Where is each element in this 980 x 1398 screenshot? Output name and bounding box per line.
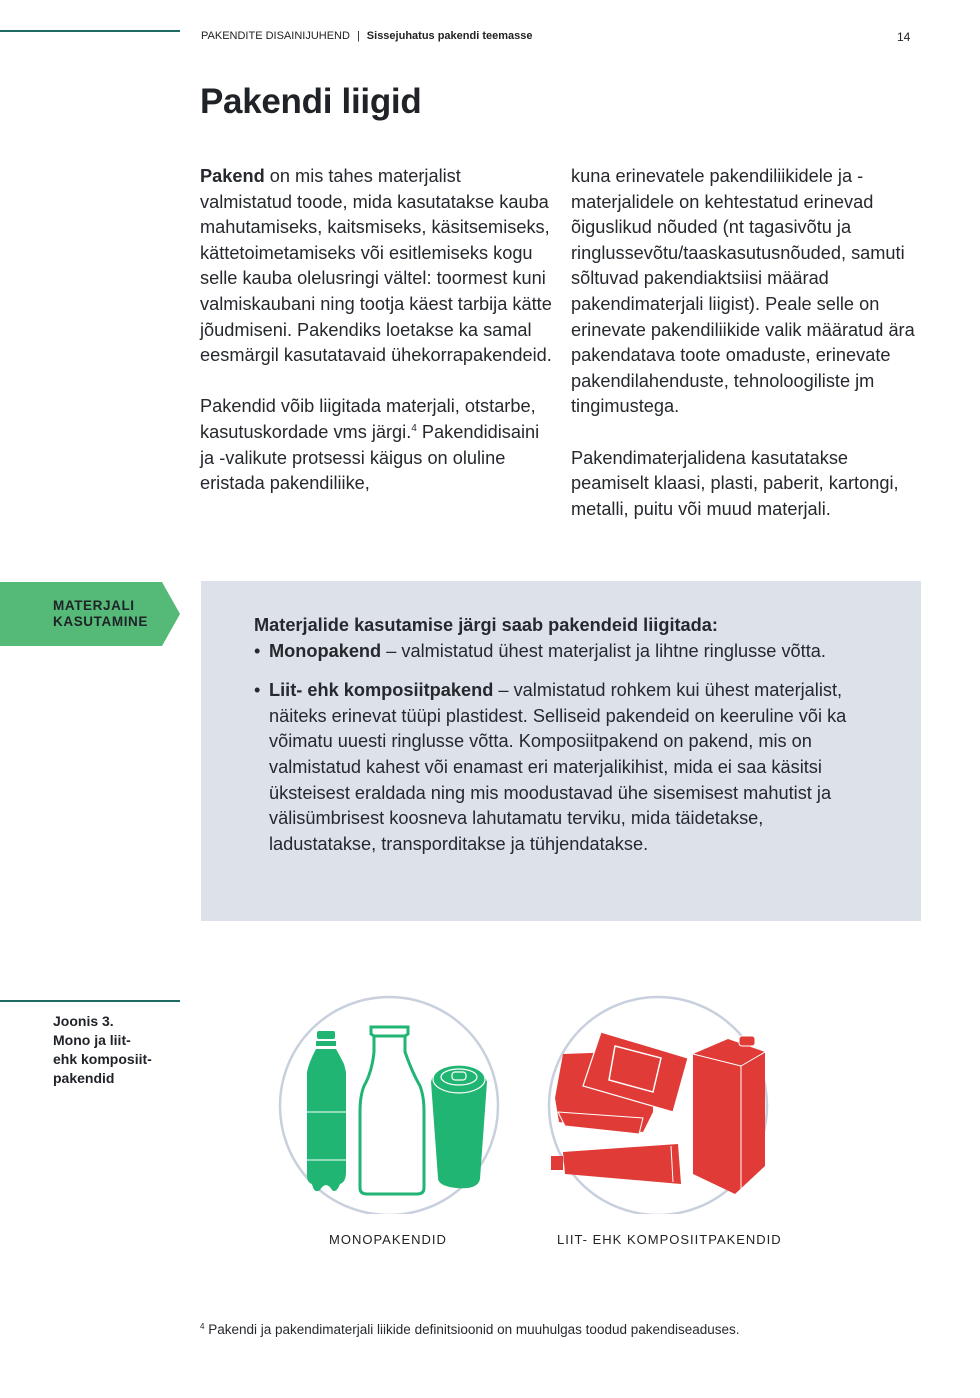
info-box-title: Materjalide kasutamise järgi saab pakendeid liigitada: xyxy=(254,615,718,635)
caption-line: Mono ja liit- xyxy=(53,1032,131,1048)
bottle-glass-can-icon xyxy=(274,994,504,1214)
paragraph-text: on mis tahes materjalist valmistatud toode, mida kasutatakse kauba mahutamiseks, kaitsmiseks, käsitsemiseks, kättetoimetamiseks või esitlemiseks kogu selle kauba olelusringi vältel: toormest kuni valmiskaubani ning tootja käest tarbija kätte jõudmiseni. Pakendiks loetakse ka samal eesmärgil kasutatavaid ühekorrapakendeid. xyxy=(200,166,552,366)
term-pakend: Pakend xyxy=(200,166,265,186)
paragraph-text: Pakendidisaini ja -valikute protsessi käigus on oluline eristada pakendiliike, xyxy=(200,421,540,494)
list-item xyxy=(254,639,854,665)
list-item-text: – valmistatud ühest materjalist ja lihtne ringlusse võtta. xyxy=(381,640,826,661)
footnote xyxy=(200,1322,740,1337)
caption-line: pakendid xyxy=(53,1070,115,1086)
list-item xyxy=(254,678,854,857)
paragraph xyxy=(200,394,552,496)
section-title: Sissejuhatus pakendi teemasse xyxy=(366,30,533,42)
can-icon xyxy=(431,1065,487,1188)
figure-label-composite: LIIT- EHK KOMPOSIITPAKENDID xyxy=(557,1232,782,1247)
body-column-left xyxy=(200,164,552,522)
carton-icon xyxy=(693,1036,765,1194)
bullet-icon: • xyxy=(254,640,261,661)
box-icon xyxy=(555,1032,688,1134)
tube-icon xyxy=(551,1144,681,1184)
info-box-list xyxy=(254,639,854,858)
header-rule xyxy=(0,30,180,32)
footnote-ref[interactable]: 4 xyxy=(411,422,417,434)
caption-line: ehk komposiit- xyxy=(53,1051,152,1067)
paragraph: Pakendimaterjalidena kasutatakse peamiselt klaasi, plasti, paberit, kartongi, metalli, puitu või muud materjali. xyxy=(571,447,899,519)
info-box-content xyxy=(254,613,854,871)
info-box xyxy=(201,581,921,921)
side-tag-line: KASUTAMINE xyxy=(53,614,148,629)
list-item-term: Monopakend xyxy=(269,640,382,661)
footnote-text: Pakendi ja pakendimaterjali liikide definitsioonid on muuhulgas toodud pakendiseaduses. xyxy=(204,1322,740,1337)
page-title: Pakendi liigid xyxy=(200,82,422,121)
figure-rule xyxy=(0,1000,180,1002)
paragraph-text: Pakendid võib liigitada materjali, otstarbe, kasutuskordade vms järgi. xyxy=(200,396,536,442)
page-number: 14 xyxy=(897,30,911,44)
body-column-right xyxy=(571,164,923,548)
running-header xyxy=(201,30,532,42)
glass-bottle-icon xyxy=(360,1027,424,1194)
side-tag-line: MATERJALI xyxy=(53,598,135,613)
plastic-bottle-icon xyxy=(307,1031,346,1191)
paragraph: kuna erinevatele pakendiliikidele ja -materjalidele on kehtestatud erinevad õiguslikud nõuded (nt tagasivõtu ja ringlussevõtu/taaskasutusnõuded, samuti sõltuvad pakendiaktsiisi määrad pakendimaterjali liigist). Peale selle on erinevate pakendiliikide valik määratud ära pakendatava toote omaduste, erinevate pakendilahenduste, tehnoloogiliste jm tingimustega. xyxy=(571,166,915,417)
side-tag-label xyxy=(53,598,148,630)
carton-box-tube-icon xyxy=(543,994,773,1214)
header-separator: | xyxy=(356,30,360,42)
side-tag xyxy=(0,582,180,646)
caption-line: Joonis 3. xyxy=(53,1013,114,1029)
list-item-term: Liit- ehk komposiitpakend xyxy=(269,680,494,701)
paragraph xyxy=(200,164,552,369)
guide-title: PAKENDITE DISAINIJUHEND xyxy=(201,30,350,42)
figure-label-mono: MONOPAKENDID xyxy=(329,1232,447,1247)
list-item-text: – valmistatud rohkem kui ühest materjalist, näiteks erinevat tüüpi plastidest. Selliseid pakendeid on keeruline või ka võimatu uuesti ringlusse võtta. Komposiitpakend on pakend, mis on valmistatud kahest või enamast eri materjalikihist, mida ei saa käsitsi üksteisest eraldada ning mis moodustavad ühe sisemisest mahutist ja välisümbrisest koosneva lahutamatu terviku, mida täidetakse, ladustatakse, transporditakse ja tühjendatakse. xyxy=(269,680,847,854)
figure-caption xyxy=(53,1012,163,1088)
bullet-icon: • xyxy=(254,680,261,701)
footnote-number: 4 xyxy=(200,1322,205,1331)
